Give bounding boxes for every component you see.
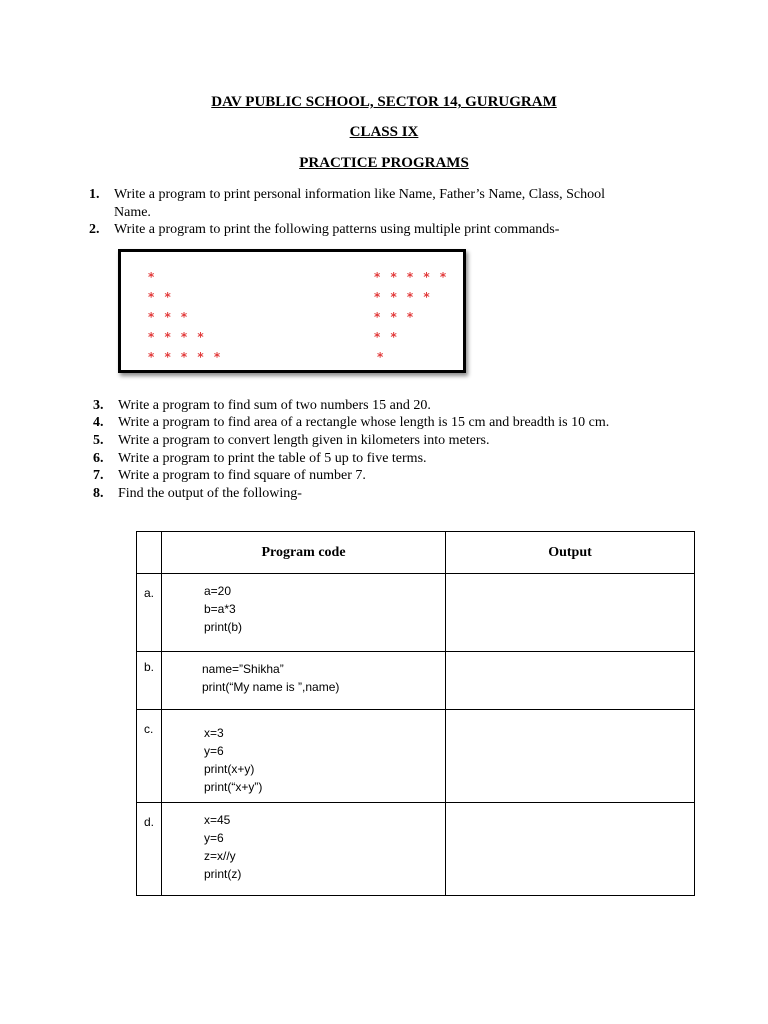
right-pattern-row: * * * bbox=[374, 310, 417, 324]
program-code-cell bbox=[162, 574, 446, 652]
table-header-program-code: Program code bbox=[162, 532, 446, 574]
table-row bbox=[137, 710, 695, 803]
left-pattern-row: * bbox=[148, 270, 158, 284]
right-pattern-row: * * * * bbox=[374, 290, 433, 304]
question-number: 1. bbox=[89, 187, 100, 202]
output-cell bbox=[446, 803, 695, 896]
star-pattern-image bbox=[118, 249, 466, 373]
question-4 bbox=[93, 414, 713, 432]
row-label-cell bbox=[137, 803, 162, 896]
table-header-blank bbox=[137, 532, 162, 574]
row-label: a. bbox=[144, 586, 155, 600]
question-number: 2. bbox=[89, 222, 100, 237]
question-text: Write a program to find sum of two numbers 15 and 20. bbox=[118, 398, 431, 413]
table-header-row bbox=[137, 532, 695, 574]
left-pattern-row: * * bbox=[148, 290, 174, 304]
output-cell bbox=[446, 710, 695, 803]
question-text: Write a program to find square of number 7. bbox=[118, 468, 366, 483]
program-code: a=20 b=a*3 print(b) bbox=[204, 584, 243, 634]
question-number: 7. bbox=[93, 468, 104, 483]
output-cell bbox=[446, 574, 695, 652]
school-name: DAV PUBLIC SCHOOL, SECTOR 14, GURUGRAM bbox=[211, 94, 557, 110]
question-text: Write a program to print personal information like Name, Father’s Name, Class, School bbox=[114, 187, 606, 202]
left-pattern-row: * * * * * bbox=[148, 350, 224, 364]
question-number: 3. bbox=[93, 398, 104, 413]
question-1 bbox=[89, 186, 689, 226]
question-text: Write a program to convert length given in kilometers into meters. bbox=[118, 433, 490, 448]
question-2 bbox=[89, 221, 689, 241]
question-text: Write a program to print the following patterns using multiple print commands- bbox=[114, 222, 560, 237]
question-number: 4. bbox=[93, 415, 104, 430]
program-code-cell bbox=[162, 652, 446, 710]
table-row bbox=[137, 803, 695, 896]
question-number: 5. bbox=[93, 433, 104, 448]
question-text-continued: Name. bbox=[114, 205, 151, 220]
program-code: x=45 y=6 z=x//y print(z) bbox=[204, 813, 242, 881]
question-6 bbox=[93, 450, 713, 468]
question-7 bbox=[93, 467, 713, 485]
row-label: d. bbox=[144, 815, 155, 829]
row-label-cell bbox=[137, 652, 162, 710]
question-3 bbox=[93, 397, 713, 415]
question-8 bbox=[93, 485, 713, 503]
right-pattern-row: * * bbox=[374, 330, 400, 344]
output-table bbox=[136, 531, 695, 896]
table-row bbox=[137, 574, 695, 652]
row-label: b. bbox=[144, 660, 155, 674]
program-code-cell bbox=[162, 710, 446, 803]
program-code-cell bbox=[162, 803, 446, 896]
question-text: Find the output of the following- bbox=[118, 486, 302, 501]
row-label-cell bbox=[137, 710, 162, 803]
page-title: PRACTICE PROGRAMS bbox=[299, 155, 469, 171]
class-heading: CLASS IX bbox=[349, 124, 419, 140]
table-row bbox=[137, 652, 695, 710]
question-text: Write a program to print the table of 5 up to five terms. bbox=[118, 451, 427, 466]
output-cell bbox=[446, 652, 695, 710]
left-pattern-row: * * * * bbox=[148, 330, 207, 344]
question-number: 8. bbox=[93, 486, 104, 501]
question-text: Write a program to find area of a rectangle whose length is 15 cm and breadth is 10 cm. bbox=[118, 415, 610, 430]
table-header-output: Output bbox=[446, 532, 695, 574]
right-pattern-row: * bbox=[377, 350, 387, 364]
left-pattern-row: * * * bbox=[148, 310, 191, 324]
row-label-cell bbox=[137, 574, 162, 652]
program-code: name=”Shikha” print(“My name is ”,name) bbox=[202, 662, 340, 694]
program-code: x=3 y=6 print(x+y) print(“x+y”) bbox=[204, 726, 263, 794]
row-label: c. bbox=[144, 722, 154, 736]
question-5 bbox=[93, 432, 713, 450]
right-pattern-row: * * * * * bbox=[374, 270, 450, 284]
question-number: 6. bbox=[93, 451, 104, 466]
